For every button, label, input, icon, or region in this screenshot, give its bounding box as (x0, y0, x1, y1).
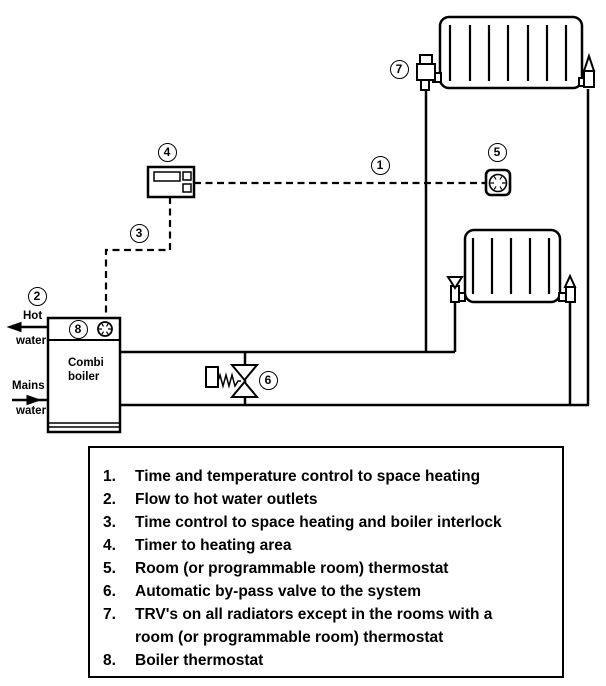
callout-6: 6 (259, 371, 278, 390)
legend-item (103, 534, 554, 557)
callout-4: 4 (158, 143, 177, 162)
boiler-thermostat-dial-icon (98, 322, 112, 336)
legend-item-number: 6. (103, 583, 116, 600)
hot-water-label-line2: water (16, 335, 47, 347)
legend-item-text: Boiler thermostat (135, 652, 264, 669)
radiator-top (440, 17, 582, 88)
legend-item-text: Time control to space heating and boiler interlock (135, 514, 502, 531)
radiator-bottom (465, 230, 560, 302)
callout-3: 3 (130, 224, 149, 243)
legend-item-text: Room (or programmable room) thermostat (135, 560, 449, 577)
legend-item-text: TRV's on all radiators except in the rooms with a room (or programmable room) thermostat (135, 606, 493, 646)
legend-item-text: Timer to heating area (135, 537, 292, 554)
control-wiring (106, 183, 486, 318)
legend-item (103, 603, 554, 649)
timer-button-top (183, 172, 191, 180)
callout-2: 2 (28, 287, 47, 306)
trv-valve-icon (417, 55, 441, 90)
radiator2-left-valve-icon (448, 277, 465, 302)
hot-water-label-line1: Hot (23, 310, 43, 322)
combi-boiler-label (68, 356, 104, 384)
room-thermostat-icon (486, 170, 510, 195)
legend-item (103, 557, 554, 580)
hot-water-arrow (8, 323, 48, 332)
legend-item-text: Time and temperature control to space heating (135, 468, 481, 485)
combi-boiler-label-line2: boiler (68, 371, 100, 383)
legend-item-number: 4. (103, 537, 116, 554)
legend-item (103, 511, 554, 534)
legend-box (88, 446, 564, 678)
callout-7: 7 (390, 60, 409, 79)
legend-item-text: Automatic by-pass valve to the system (135, 583, 421, 600)
combi-boiler-label-line1: Combi (68, 357, 104, 369)
legend-item-text: Flow to hot water outlets (135, 491, 318, 508)
legend-item-number: 2. (103, 491, 116, 508)
legend-item (103, 580, 554, 603)
timer-button-bottom (183, 184, 191, 192)
radiator2-right-valve-icon (559, 276, 575, 302)
legend-item (103, 465, 554, 488)
bypass-valve-icon (206, 365, 257, 397)
callout-8: 8 (69, 320, 88, 339)
callout-5: 5 (488, 143, 507, 162)
mains-water-arrow (12, 396, 48, 405)
legend-item (103, 649, 554, 672)
timer-icon (148, 167, 194, 197)
legend-item (103, 488, 554, 511)
bypass-spring (218, 375, 241, 386)
legend-item-number: 5. (103, 560, 116, 577)
legend-item-number: 1. (103, 468, 116, 485)
legend-item-number: 8. (103, 652, 116, 669)
mains-water-label-line2: water (16, 405, 47, 417)
timer-display (154, 172, 180, 181)
legend-item-number: 3. (103, 514, 116, 531)
callout-1: 1 (371, 156, 390, 175)
time-control-interlock-line (106, 197, 170, 318)
mains-water-label-line1: Mains (12, 380, 45, 392)
legend-item-number: 7. (103, 606, 116, 623)
